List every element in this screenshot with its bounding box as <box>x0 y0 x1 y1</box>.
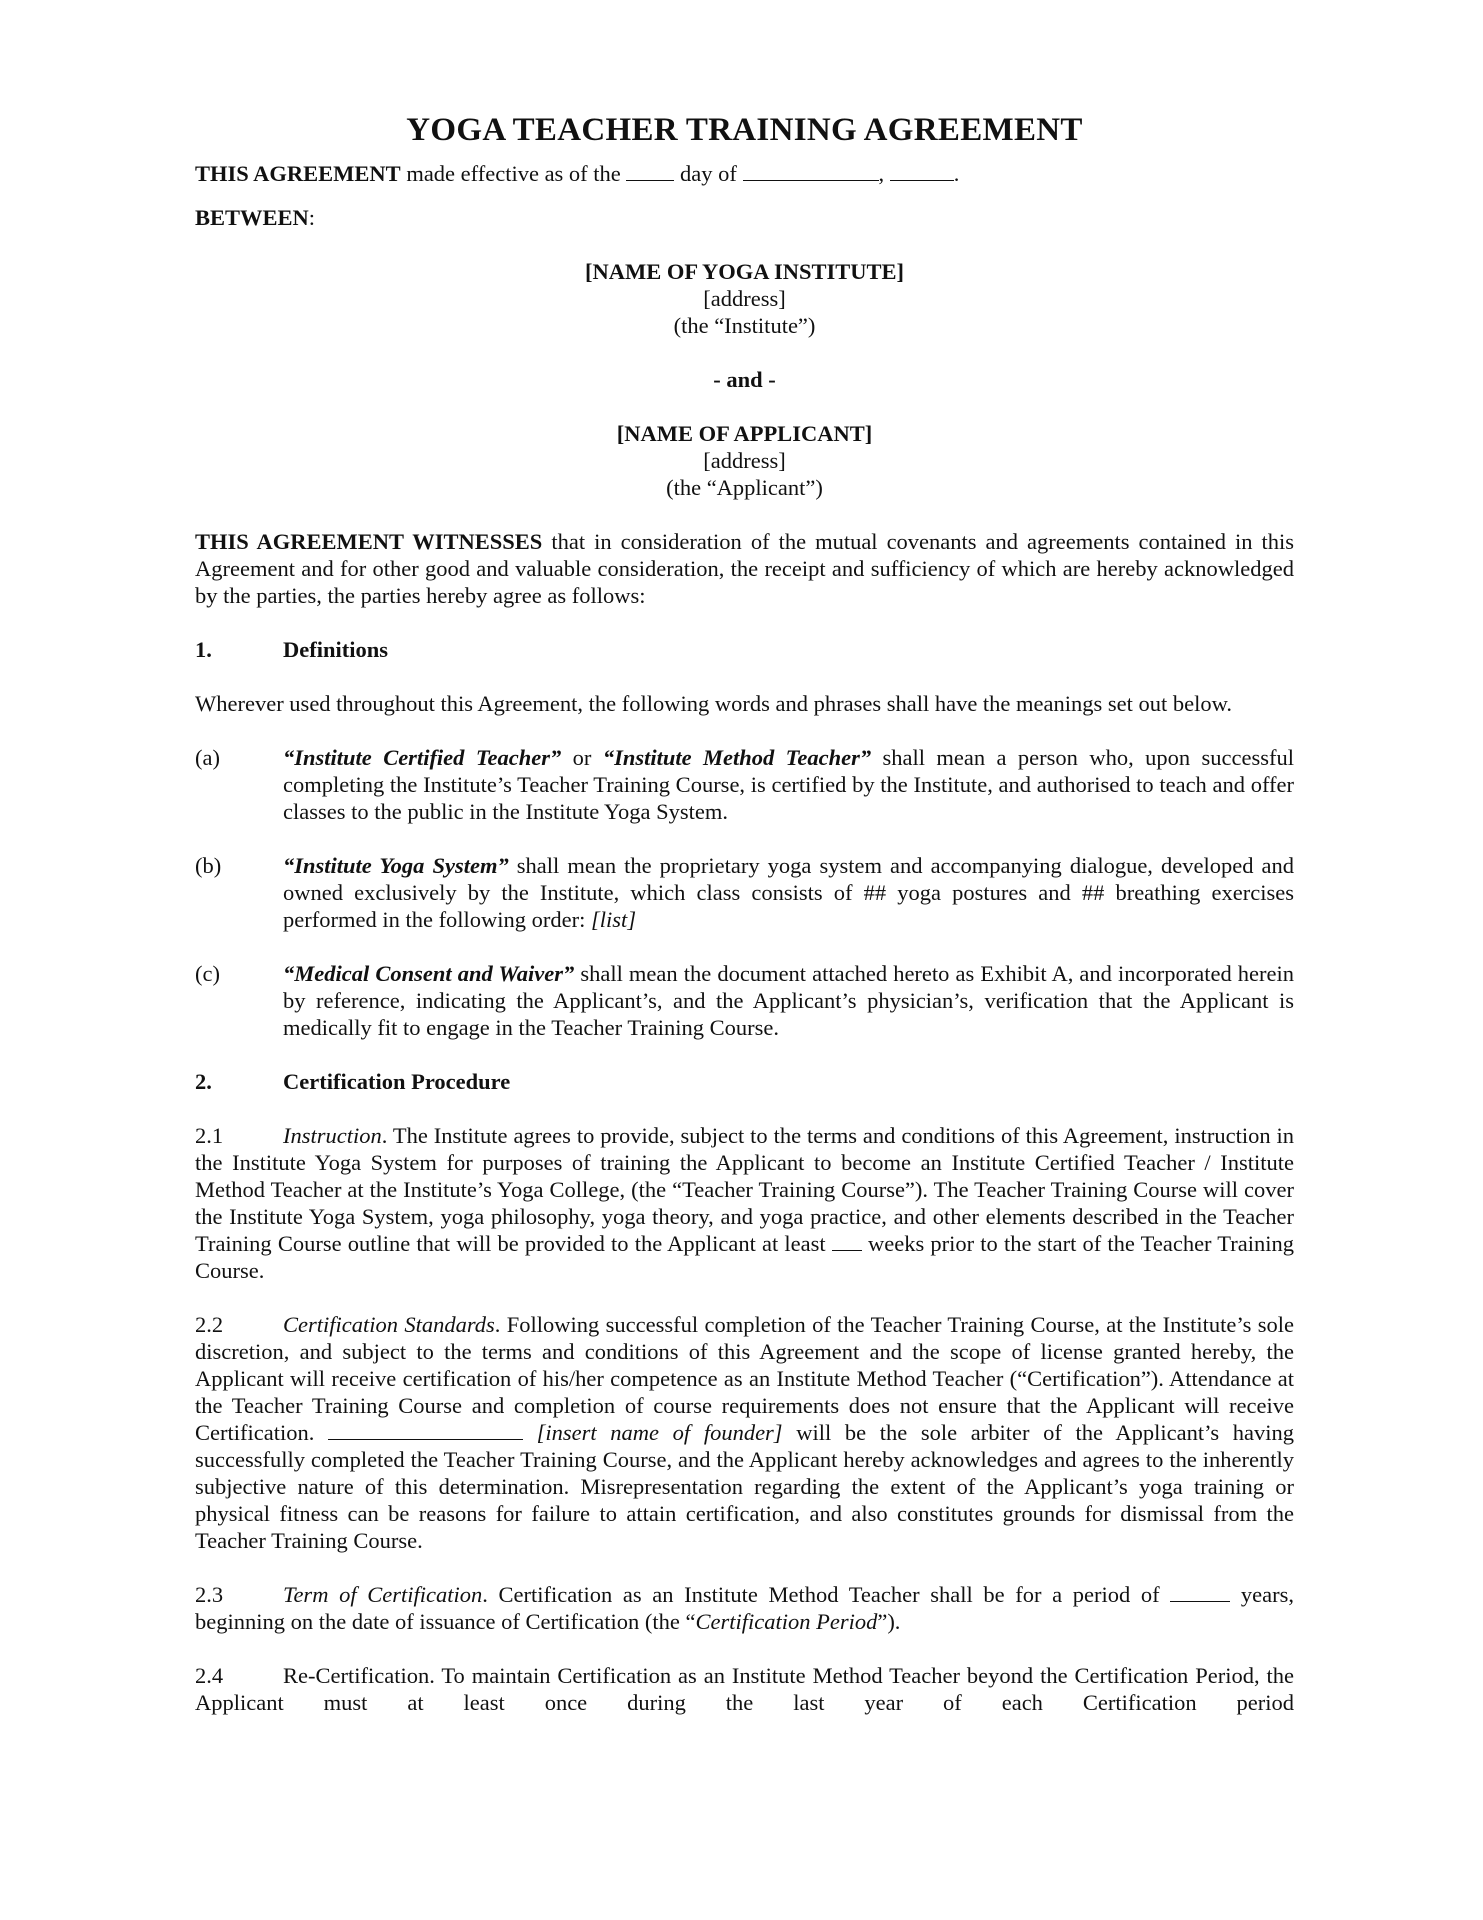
definition-c-label: (c) <box>195 961 220 986</box>
clause-2-3 <box>195 1581 1294 1635</box>
founder-blank[interactable] <box>328 1421 523 1440</box>
section-2-title: Certification Procedure <box>283 1069 511 1094</box>
clause-2-4-text: Re-Certification. To maintain Certification as an Institute Method Teacher beyond the Certification Period, the Applicant must at least once during the last year of each Certification period <box>195 1663 1294 1715</box>
section-1-number: 1. <box>195 637 212 662</box>
definition-b <box>195 852 1294 933</box>
year-blank[interactable] <box>890 162 954 181</box>
definition-b-term: “Institute Yoga System” <box>283 853 509 878</box>
clause-2-1-text1: . The Institute agrees to provide, subject to the terms and conditions of this Agreement, instruction in the Institute Yoga System for purposes of training the Applicant to become an Institute Certified Teacher / Institute Method Teacher at the Institute’s Yoga College, (the “Teacher Training Course”). The Teacher Training Course will cover the Institute Yoga System, yoga philosophy, yoga theory, and yoga practice, and other elements described in the Teacher Training Course outline that will be provided to the Applicant at least <box>195 1123 1294 1256</box>
clause-2-1-number: 2.1 <box>195 1123 224 1148</box>
effective-lead: THIS AGREEMENT <box>195 161 401 186</box>
clause-2-2 <box>195 1311 1294 1554</box>
clause-2-2-number: 2.2 <box>195 1312 224 1337</box>
clause-2-3-title: Term of Certification <box>283 1582 483 1607</box>
definition-a <box>195 744 1294 825</box>
and-separator: - and - <box>713 367 776 392</box>
clause-2-1 <box>195 1122 1294 1284</box>
applicant-name: [NAME OF APPLICANT] <box>616 421 873 446</box>
between-label: BETWEEN <box>195 205 309 230</box>
section-2-number: 2. <box>195 1069 212 1094</box>
witnesses-text: that in consideration of the mutual covenants and agreements contained in this Agreement and for other good and valuable consideration, the receipt and sufficiency of which are hereby acknowledged by the parties, the parties hereby agree as follows: <box>195 529 1294 608</box>
institute-address: [address] <box>703 286 786 311</box>
day-blank[interactable] <box>626 162 674 181</box>
clause-2-3-period: Certification Period <box>695 1609 878 1634</box>
effective-text-2: day of <box>674 161 743 186</box>
definition-b-body: shall mean the proprietary yoga system and accompanying dialogue, developed and owned exclusively by the Institute, which class consists of ## yoga postures and ## breathing exercises performed in the following order: <box>283 853 1294 932</box>
effective-text-1: made effective as of the <box>400 161 627 186</box>
definition-a-label: (a) <box>195 745 220 770</box>
between-colon: : <box>308 205 316 230</box>
definition-c-body: shall mean the document attached hereto as Exhibit A, and incorporated herein by reference, indicating the Applicant’s, and the Applicant’s physician’s, verification that the Applicant is medically fit to engage in the Teacher Training Course. <box>283 961 1295 1040</box>
definition-b-text <box>283 852 1294 933</box>
applicant-address: [address] <box>703 448 786 473</box>
section-1-heading <box>195 636 1294 663</box>
clause-2-2-text2: will be the sole arbiter of the Applicant’s having successfully completed the Teacher Training Course, and the Applicant hereby acknowledges and agrees to the inherently subjective nature of this determination. Misrepresentation regarding the extent of the Applicant’s yoga training or physical fitness can be reasons for failure to attain certification, and also constitutes grounds for dismissal from the Teacher Training Course. <box>195 1420 1295 1553</box>
clause-2-4-number: 2.4 <box>195 1663 224 1688</box>
definitions-intro: Wherever used throughout this Agreement, the following words and phrases shall have the meanings set out below. <box>195 691 1233 716</box>
definition-a-term1: “Institute Certified Teacher” <box>283 745 562 770</box>
applicant-alias: (the “Applicant”) <box>666 475 823 500</box>
effective-text-3: , <box>878 161 890 186</box>
clause-2-3-text3: ”). <box>877 1609 901 1634</box>
section-2-heading <box>195 1068 1294 1095</box>
effective-date-line <box>195 160 1294 187</box>
clause-2-2-founder: [insert name of founder] <box>536 1420 783 1445</box>
definition-c-text <box>283 960 1294 1041</box>
definition-a-mid: or <box>561 745 603 770</box>
clause-2-3-number: 2.3 <box>195 1582 224 1607</box>
definition-b-label: (b) <box>195 853 222 878</box>
clause-2-1-text2: weeks prior to the start of the Teacher Training Course. <box>195 1231 1294 1283</box>
definition-a-term2: “Institute Method Teacher” <box>602 745 872 770</box>
clause-2-3-text2: years, beginning on the date of issuance of Certification (the “ <box>195 1582 1294 1634</box>
month-blank[interactable] <box>743 162 879 181</box>
years-blank[interactable] <box>1170 1583 1230 1602</box>
witnesses-lead: THIS AGREEMENT WITNESSES <box>195 529 543 554</box>
clause-2-2-text1: . Following successful completion of the Teacher Training Course, at the Institute’s sole discretion, and subject to the terms and conditions of this Agreement and the scope of license granted hereby, the Applicant will receive certification of his/her competence as an Institute Method Teacher (“Certification”). Attendance at the Teacher Training Course and completion of course requirements does not ensure that the Applicant will receive Certification. <box>195 1312 1294 1445</box>
between-heading <box>195 204 1294 231</box>
definition-c <box>195 960 1294 1041</box>
definition-a-text <box>283 744 1294 825</box>
document-title: YOGA TEACHER TRAINING AGREEMENT <box>406 112 1083 148</box>
clause-2-2-title: Certification Standards <box>283 1312 495 1337</box>
weeks-blank[interactable] <box>832 1232 862 1251</box>
definition-c-term: “Medical Consent and Waiver” <box>283 961 575 986</box>
definition-a-body: shall mean a person who, upon successful completing the Institute’s Teacher Training Course, is certified by the Institute, and authorised to teach and offer classes to the public in the Institute Yoga System. <box>283 745 1294 824</box>
witnesses-paragraph <box>195 528 1294 609</box>
definition-b-list: [list] <box>591 907 637 932</box>
document-page <box>195 110 1294 1716</box>
institute-alias: (the “Institute”) <box>673 313 816 338</box>
section-1-title: Definitions <box>283 637 389 662</box>
clause-2-1-title: Instruction <box>283 1123 382 1148</box>
effective-text-4: . <box>953 161 960 186</box>
clause-2-3-text1: . Certification as an Institute Method Teacher shall be for a period of <box>482 1582 1171 1607</box>
clause-2-4 <box>195 1662 1294 1716</box>
institute-name: [NAME OF YOGA INSTITUTE] <box>585 259 904 284</box>
